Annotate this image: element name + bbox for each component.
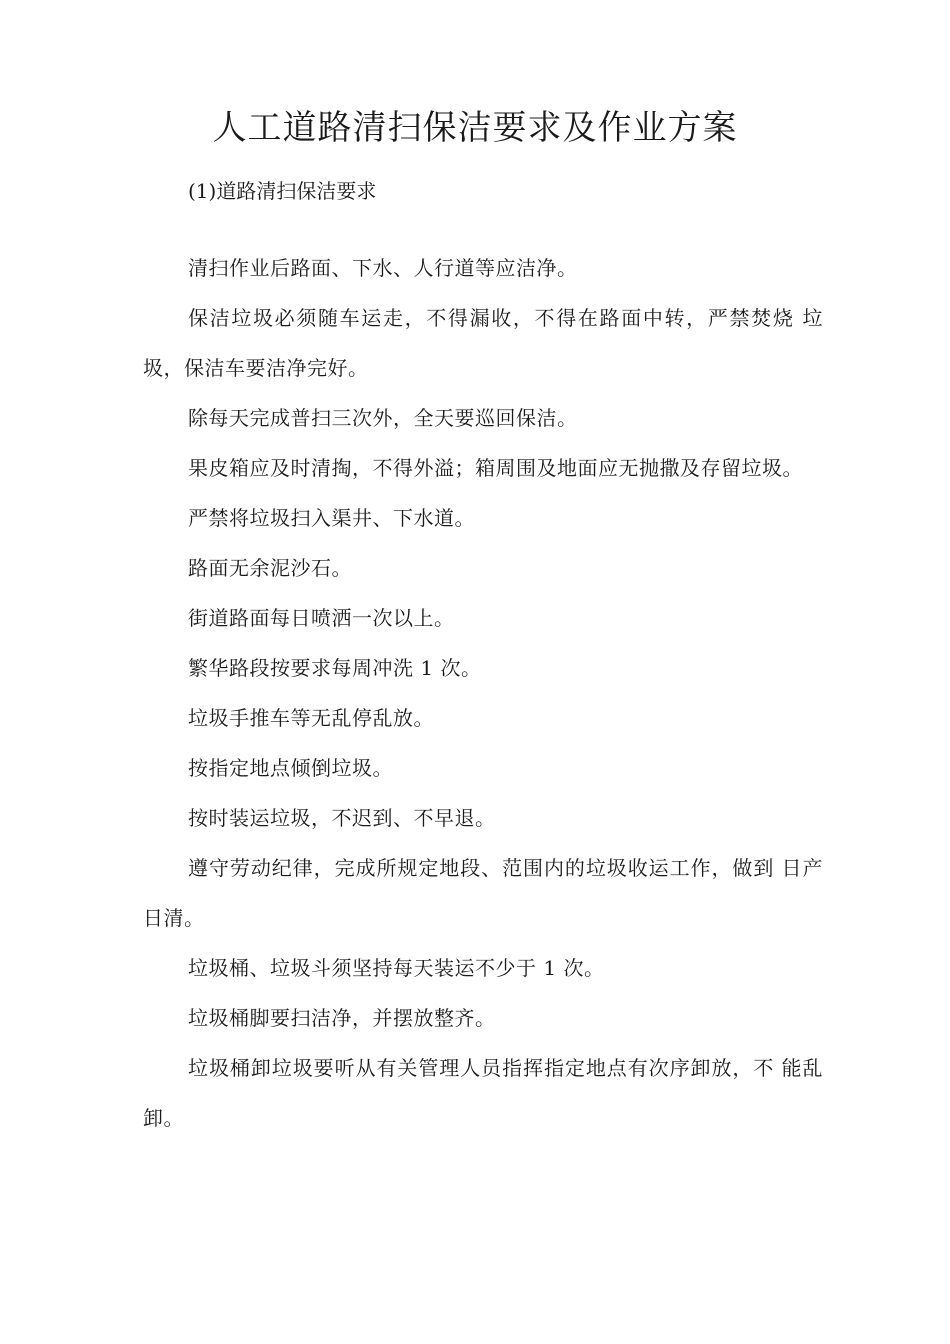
paragraph-5: 严禁将垃圾扫入渠井、下水道。 xyxy=(188,506,475,530)
document-title: 人工道路清扫保洁要求及作业方案 xyxy=(212,108,738,148)
paragraph-1: 清扫作业后路面、下水、人行道等应洁净。 xyxy=(188,256,578,280)
paragraph-4: 果皮箱应及时清掏，不得外溢；箱周围及地面应无抛撒及存留垃圾。 xyxy=(188,456,803,480)
section-heading: (1)道路清扫保洁要求 xyxy=(188,179,377,203)
paragraph-15: 垃圾桶卸垃圾要听从有关管理人员指挥指定地点有次序卸放，不 能乱卸。 xyxy=(143,1056,823,1130)
paragraph-6: 路面无余泥沙石。 xyxy=(188,556,352,580)
paragraph-14: 垃圾桶脚要扫洁净，并摆放整齐。 xyxy=(188,1006,496,1030)
paragraph-2: 保洁垃圾必须随车运走，不得漏收，不得在路面中转，严禁焚烧 垃圾，保洁车要洁净完好。 xyxy=(143,306,823,380)
paragraph-3: 除每天完成普扫三次外，全天要巡回保洁。 xyxy=(188,406,578,430)
paragraph-9: 垃圾手推车等无乱停乱放。 xyxy=(188,706,434,730)
paragraph-11: 按时装运垃圾，不迟到、不早退。 xyxy=(188,806,496,830)
paragraph-8: 繁华路段按要求每周冲洗 1 次。 xyxy=(188,656,482,680)
paragraph-10: 按指定地点倾倒垃圾。 xyxy=(188,756,393,780)
paragraph-13: 垃圾桶、垃圾斗须坚持每天装运不少于 1 次。 xyxy=(188,956,605,980)
paragraph-7: 街道路面每日喷洒一次以上。 xyxy=(188,606,455,630)
document-body xyxy=(143,243,823,1143)
paragraph-12: 遵守劳动纪律，完成所规定地段、范围内的垃圾收运工作，做到 日产日清。 xyxy=(143,856,823,930)
